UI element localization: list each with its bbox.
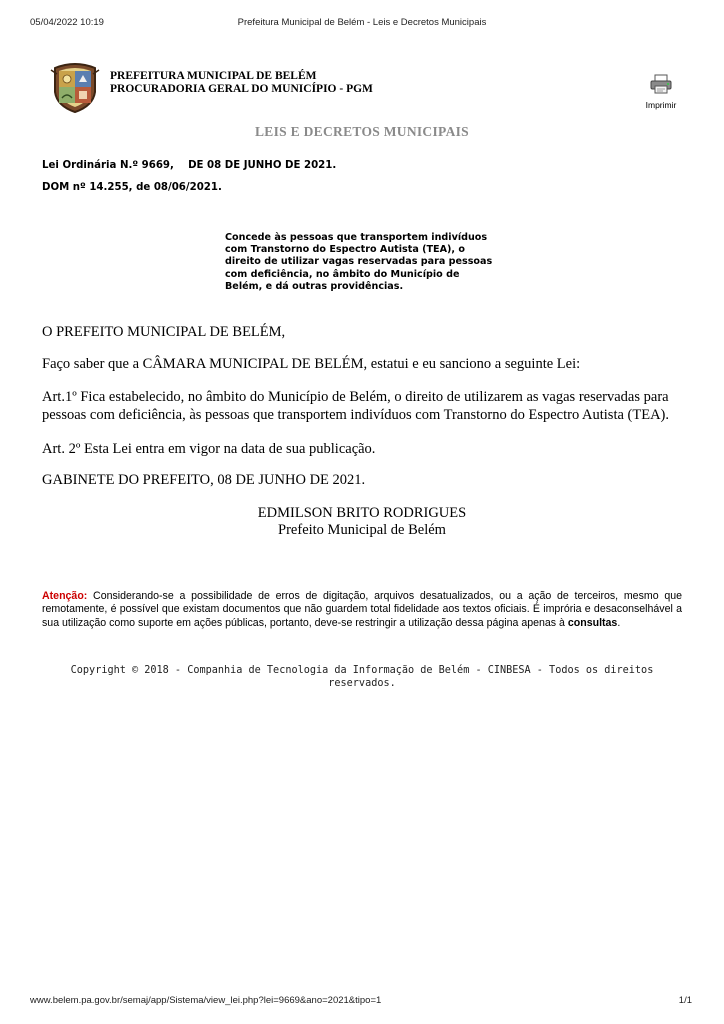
print-url: www.belem.pa.gov.br/semaj/app/Sistema/view_lei.php?lei=9669&ano=2021&tipo=1 bbox=[30, 995, 382, 1006]
coat-of-arms-icon bbox=[49, 62, 101, 114]
print-button-label: Imprimir bbox=[645, 100, 677, 110]
org-department: PROCURADORIA GERAL DO MUNICÍPIO - PGM bbox=[110, 83, 373, 95]
law-number: Lei Ordinária N.º 9669, DE 08 DE JUNHO DE 2021. bbox=[42, 160, 337, 171]
signatory-role: Prefeito Municipal de Belém bbox=[278, 522, 446, 538]
preamble: O PREFEITO MUNICIPAL DE BELÉM, bbox=[42, 324, 286, 340]
disclaimer-label: Atenção: bbox=[42, 590, 88, 602]
enactment-clause: Faço saber que a CÂMARA MUNICIPAL DE BELÉM, estatui e eu sanciono a seguinte Lei: bbox=[42, 356, 581, 372]
law-publication: DOM nº 14.255, de 08/06/2021. bbox=[42, 182, 222, 193]
disclaimer-text: Considerando-se a possibilidade de erros de digitação, arquivos desatualizados, ou a ação de terceiros, mesmo que remotamente, é possível que existam documentos que não guardem total fidelidade aos textos oficiais. É imprória e desaconselhável a sua utilização como suporte em ações públicas, portanto, deve-se restringir a utilização dessa página apenas à bbox=[42, 590, 682, 629]
org-name: PREFEITURA MUNICIPAL DE BELÉM bbox=[110, 70, 317, 82]
closing-line: GABINETE DO PREFEITO, 08 DE JUNHO DE 2021. bbox=[42, 472, 366, 488]
signatory-name: EDMILSON BRITO RODRIGUES bbox=[257, 505, 467, 521]
printer-icon bbox=[649, 74, 673, 94]
disclaimer bbox=[42, 590, 682, 630]
disclaimer-end: . bbox=[617, 616, 621, 629]
print-page-number: 1/1 bbox=[678, 995, 692, 1006]
article-2: Art. 2º Esta Lei entra em vigor na data de sua publicação. bbox=[42, 441, 376, 457]
print-datetime: 05/04/2022 10:19 bbox=[30, 17, 104, 28]
disclaimer-emphasis: consultas bbox=[567, 616, 618, 629]
org-header bbox=[110, 70, 373, 96]
print-button[interactable] bbox=[643, 74, 679, 110]
law-summary: Concede às pessoas que transportem indivíduos com Transtorno do Espectro Autista (TEA), o direito de utilizar vagas reservadas para pessoas com deficiência, no âmbito do Município de Belém, e dá outras providências. bbox=[225, 232, 493, 292]
page-title: LEIS E DECRETOS MUNICIPAIS bbox=[255, 124, 469, 139]
print-page-title: Prefeitura Municipal de Belém - Leis e Decretos Municipais bbox=[237, 17, 487, 28]
copyright: Copyright © 2018 - Companhia de Tecnologia da Informação de Belém - CINBESA - Todos os direitos reservados. bbox=[70, 665, 654, 689]
article-1: Art.1º Fica estabelecido, no âmbito do Município de Belém, o direito de utilizarem as vagas reservadas para pessoas com deficiência, às pessoas que transportem indivíduos com Transtorno do Espectro Autista (TEA). bbox=[42, 389, 670, 423]
